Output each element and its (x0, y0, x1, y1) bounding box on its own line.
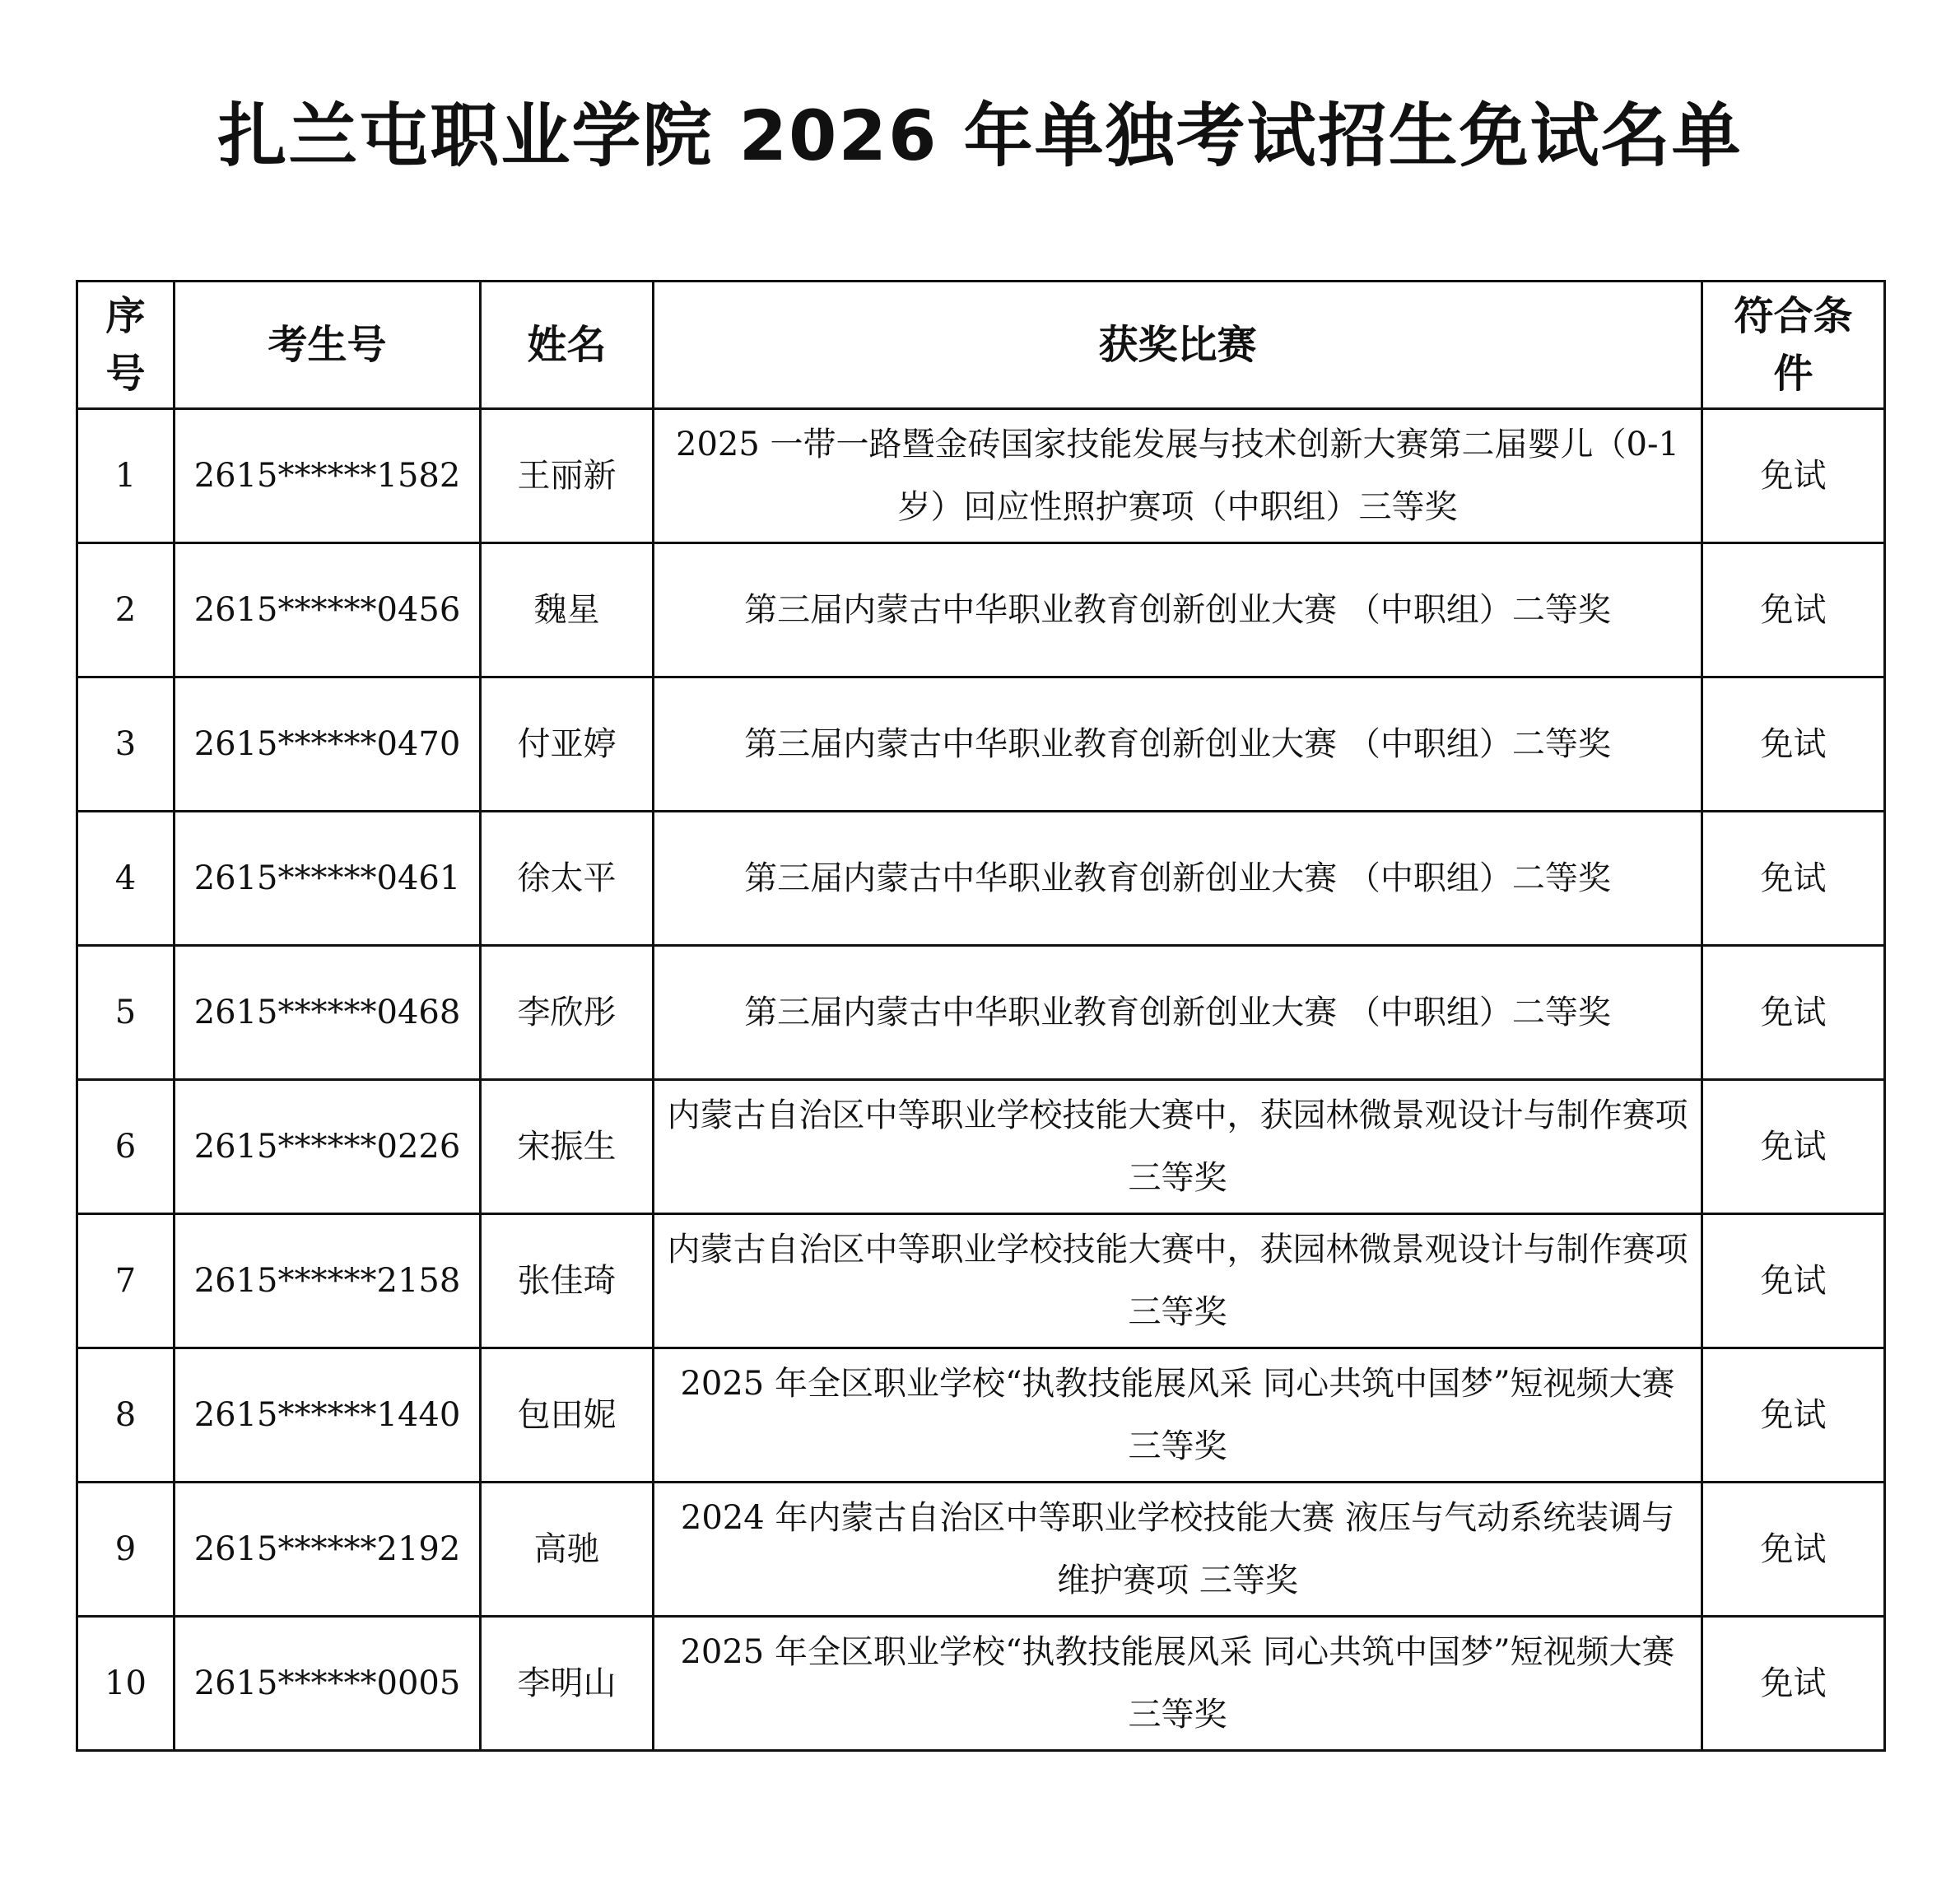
cell-condition: 免试 (1702, 946, 1885, 1080)
cell-exam-no: 2615******0468 (175, 946, 481, 1080)
cell-seq: 5 (77, 946, 175, 1080)
table-row (77, 1348, 1885, 1483)
table-row (77, 1080, 1885, 1214)
table-row (77, 812, 1885, 946)
cell-name: 徐太平 (481, 812, 654, 946)
cell-name: 王丽新 (481, 409, 654, 543)
cell-award: 第三届内蒙古中华职业教育创新创业大赛 （中职组）二等奖 (654, 812, 1702, 946)
cell-condition: 免试 (1702, 1214, 1885, 1348)
cell-name: 付亚婷 (481, 677, 654, 812)
page-title: 扎兰屯职业学院 2026 年单独考试招生免试名单 (217, 95, 1743, 176)
cell-condition: 免试 (1702, 543, 1885, 677)
header-award: 获奖比赛 (654, 282, 1702, 409)
cell-award: 内蒙古自治区中等职业学校技能大赛中，获园林微景观设计与制作赛项 三等奖 (654, 1214, 1702, 1348)
header-exam-no: 考生号 (175, 282, 481, 409)
cell-exam-no: 2615******0456 (175, 543, 481, 677)
header-seq-label: 序号 (105, 293, 146, 397)
cell-seq: 1 (77, 409, 175, 543)
cell-award: 2025 一带一路暨金砖国家技能发展与技术创新大赛第二届婴儿（0-1 岁）回应性照护赛项（中职组）三等奖 (654, 409, 1702, 543)
cell-name: 李欣彤 (481, 946, 654, 1080)
cell-award: 第三届内蒙古中华职业教育创新创业大赛 （中职组）二等奖 (654, 677, 1702, 812)
cell-seq: 4 (77, 812, 175, 946)
cell-exam-no: 2615******0461 (175, 812, 481, 946)
table-row (77, 1617, 1885, 1751)
cell-award: 2025 年全区职业学校“执教技能展风采 同心共筑中国梦”短视频大赛 三等奖 (654, 1348, 1702, 1483)
cell-condition: 免试 (1702, 1483, 1885, 1617)
header-name: 姓名 (481, 282, 654, 409)
table-row (77, 543, 1885, 677)
cell-condition: 免试 (1702, 1617, 1885, 1751)
header-condition (1702, 282, 1885, 409)
cell-award: 2024 年内蒙古自治区中等职业学校技能大赛 液压与气动系统装调与维护赛项 三等奖 (654, 1483, 1702, 1617)
cell-name: 张佳琦 (481, 1214, 654, 1348)
cell-exam-no: 2615******0005 (175, 1617, 481, 1751)
cell-seq: 2 (77, 543, 175, 677)
cell-name: 高驰 (481, 1483, 654, 1617)
cell-award: 内蒙古自治区中等职业学校技能大赛中，获园林微景观设计与制作赛项 三等奖 (654, 1080, 1702, 1214)
cell-seq: 7 (77, 1214, 175, 1348)
table-row (77, 677, 1885, 812)
table-header-row (77, 282, 1885, 409)
table-row (77, 1214, 1885, 1348)
cell-exam-no: 2615******0226 (175, 1080, 481, 1214)
cell-name: 李明山 (481, 1617, 654, 1751)
cell-seq: 10 (77, 1617, 175, 1751)
cell-exam-no: 2615******1582 (175, 409, 481, 543)
table-row (77, 1483, 1885, 1617)
cell-condition: 免试 (1702, 677, 1885, 812)
cell-seq: 6 (77, 1080, 175, 1214)
cell-condition: 免试 (1702, 1348, 1885, 1483)
cell-seq: 8 (77, 1348, 175, 1483)
cell-condition: 免试 (1702, 812, 1885, 946)
header-seq (77, 282, 175, 409)
cell-name: 魏星 (481, 543, 654, 677)
table-row (77, 409, 1885, 543)
cell-exam-no: 2615******0470 (175, 677, 481, 812)
table-row (77, 946, 1885, 1080)
cell-exam-no: 2615******2158 (175, 1214, 481, 1348)
cell-condition: 免试 (1702, 409, 1885, 543)
cell-seq: 3 (77, 677, 175, 812)
cell-name: 宋振生 (481, 1080, 654, 1214)
cell-condition: 免试 (1702, 1080, 1885, 1214)
cell-award: 第三届内蒙古中华职业教育创新创业大赛 （中职组）二等奖 (654, 946, 1702, 1080)
cell-award: 2025 年全区职业学校“执教技能展风采 同心共筑中国梦”短视频大赛 三等奖 (654, 1617, 1702, 1751)
header-condition-label: 符合条件 (1734, 293, 1853, 397)
cell-seq: 9 (77, 1483, 175, 1617)
cell-exam-no: 2615******2192 (175, 1483, 481, 1617)
cell-exam-no: 2615******1440 (175, 1348, 481, 1483)
cell-award: 第三届内蒙古中华职业教育创新创业大赛 （中职组）二等奖 (654, 543, 1702, 677)
exemption-table (76, 280, 1886, 1752)
cell-name: 包田妮 (481, 1348, 654, 1483)
